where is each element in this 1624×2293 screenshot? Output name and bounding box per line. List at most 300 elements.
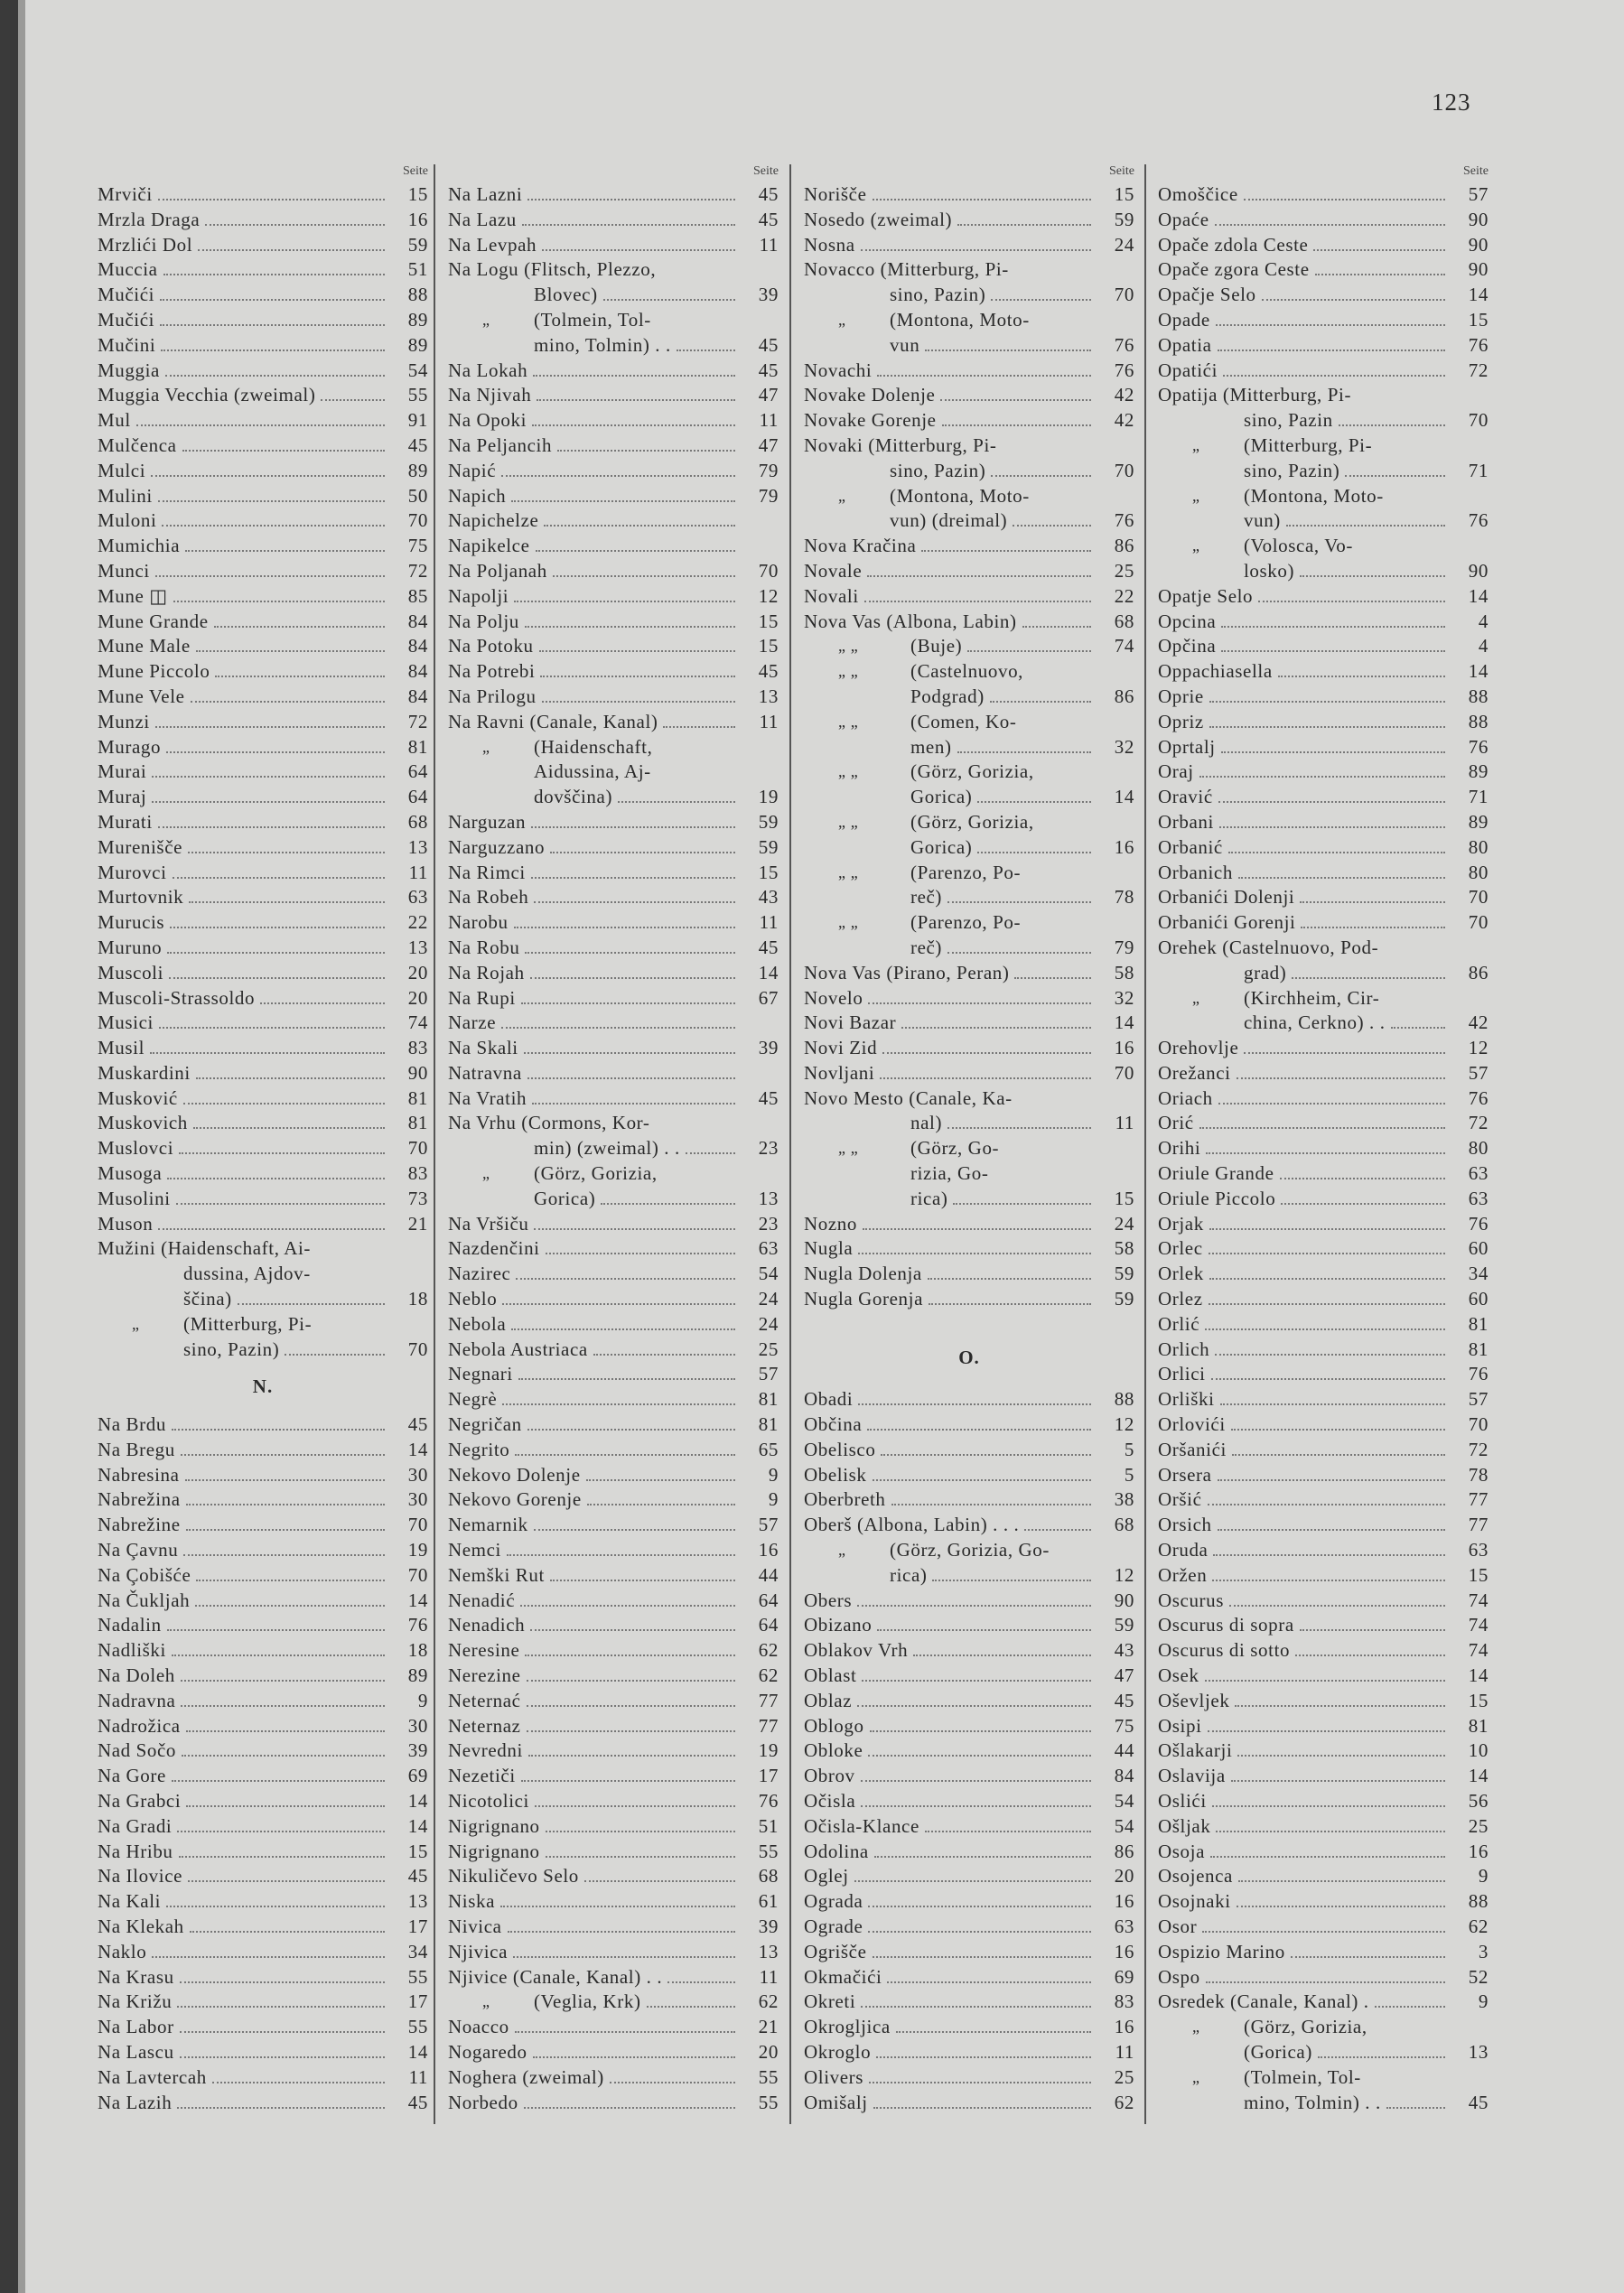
index-entry-continuation — [804, 835, 1134, 861]
entry-name: Gorica) — [910, 786, 973, 808]
page-reference: 21 — [407, 1212, 428, 1235]
entry-name: Gorica) — [910, 835, 973, 858]
entry-name: Novachi — [804, 359, 873, 381]
page-reference: 76 — [758, 1790, 779, 1812]
entry-name: (Görz, Gorizia, Go- — [890, 1539, 1050, 1561]
entry-name: Občina — [804, 1413, 863, 1436]
page-reference: 13 — [758, 1187, 779, 1209]
index-entry — [804, 986, 1134, 1011]
page-reference: 47 — [758, 384, 779, 406]
entry-name: Neternać — [448, 1689, 521, 1711]
page-reference: 4 — [1478, 635, 1489, 657]
page-reference: 62 — [758, 1664, 779, 1687]
page-reference: 39 — [407, 1739, 428, 1762]
entry-name: Mul — [98, 409, 131, 432]
entry-name: Nogaredo — [448, 2040, 527, 2063]
page-reference: 15 — [407, 183, 428, 205]
index-entry — [1158, 1061, 1489, 1086]
entry-name: Oberbreth — [804, 1488, 886, 1511]
page-reference: 77 — [1468, 1514, 1489, 1536]
page-reference: 17 — [758, 1765, 779, 1787]
entry-name: (Tolmein, Tol- — [534, 308, 651, 331]
index-column-3 — [804, 161, 1134, 2115]
index-entry — [448, 1463, 779, 1488]
index-entry — [98, 559, 428, 584]
dot-leader — [957, 751, 1091, 753]
dot-leader — [854, 1880, 1091, 1882]
entry-name: Opače zdola Ceste — [1158, 233, 1309, 256]
page-reference: 20 — [407, 961, 428, 983]
entry-name: Obers — [804, 1589, 853, 1611]
page-reference: 70 — [1468, 1413, 1489, 1436]
dot-leader — [1206, 1981, 1445, 1983]
entry-name: Munci — [98, 559, 150, 582]
entry-name: Orsich — [1158, 1514, 1212, 1536]
index-entry — [1158, 1438, 1489, 1463]
index-entry — [98, 1212, 428, 1237]
page-reference: 61 — [758, 1890, 779, 1913]
dot-leader — [540, 676, 735, 677]
index-entry — [1158, 1889, 1489, 1915]
index-entry-continuation — [1158, 508, 1489, 534]
page-reference: 16 — [1468, 1840, 1489, 1862]
page-reference: 14 — [1468, 584, 1489, 607]
index-entry-continuation — [804, 936, 1134, 961]
page-reference: 19 — [407, 1539, 428, 1561]
page-reference: 57 — [758, 1514, 779, 1536]
index-entry — [804, 233, 1134, 258]
page-reference: 81 — [758, 1413, 779, 1436]
index-entry — [448, 1061, 779, 1086]
page-reference: 59 — [1114, 1614, 1134, 1636]
page-reference: 15 — [1468, 1563, 1489, 1586]
entry-name: Nezetiči — [448, 1765, 516, 1787]
index-entry — [98, 1036, 428, 1061]
entry-name: Nabrežina — [98, 1488, 181, 1511]
column-divider — [1144, 164, 1146, 2124]
entry-name: Orehek (Castelnuovo, Pod- — [1158, 936, 1379, 958]
entry-name: Oblaz — [804, 1689, 853, 1711]
column-divider — [789, 164, 791, 2124]
dot-leader — [869, 2082, 1091, 2083]
index-entry-continuation — [448, 785, 779, 810]
index-entry-continuation — [804, 785, 1134, 810]
entry-name: Muskovich — [98, 1112, 188, 1134]
index-entry — [98, 785, 428, 810]
entry-name: Oscurus di sopra — [1158, 1614, 1294, 1636]
entry-name: rizia, Go- — [910, 1162, 989, 1185]
entry-name: Oriule Piccolo — [1158, 1187, 1276, 1209]
index-entry — [804, 257, 1134, 283]
entry-name: sino, Pazin) — [890, 284, 986, 306]
index-entry — [1158, 1412, 1489, 1438]
entry-name: (Castelnuovo, — [910, 660, 1024, 683]
page-reference: 76 — [1114, 333, 1134, 356]
index-entry-continuation — [804, 1111, 1134, 1136]
page-reference: 14 — [1468, 284, 1489, 306]
page-reference: 16 — [1114, 1890, 1134, 1913]
page-reference: 74 — [407, 1011, 428, 1034]
entry-name: Okrogljica — [804, 2016, 891, 2038]
dot-leader — [533, 375, 735, 377]
dot-leader — [1210, 1856, 1445, 1858]
index-entry — [1158, 1840, 1489, 1865]
entry-name: Orjak — [1158, 1212, 1204, 1235]
index-entry — [448, 1387, 779, 1412]
page-reference: 15 — [1114, 1187, 1134, 1209]
page-reference: 32 — [1114, 986, 1134, 1009]
entry-name: Novale — [804, 559, 863, 582]
column-header-seite: Seite — [1463, 164, 1489, 178]
entry-name: Na Çavnu — [98, 1539, 179, 1561]
index-entry — [98, 659, 428, 685]
index-entry — [98, 2091, 428, 2116]
dot-leader — [1391, 1027, 1445, 1029]
ditto-mark: „ — [838, 486, 846, 505]
page-reference: 51 — [407, 258, 428, 281]
entry-name: Na Rupi — [448, 986, 516, 1009]
index-entry-continuation — [1158, 459, 1489, 484]
index-entry — [448, 910, 779, 936]
dot-leader — [155, 575, 385, 577]
dot-leader — [677, 350, 735, 351]
dot-leader — [861, 249, 1091, 251]
index-entry — [804, 1236, 1134, 1262]
dot-leader — [507, 1554, 735, 1556]
page-reference: 88 — [1468, 710, 1489, 732]
index-entry — [98, 1563, 428, 1589]
entry-name: Ošljak — [1158, 1814, 1211, 1837]
index-entry — [98, 1312, 428, 1338]
page-reference: 44 — [1114, 1739, 1134, 1762]
page-reference: 86 — [1114, 1840, 1134, 1862]
column-header-seite: Seite — [1109, 164, 1134, 178]
index-entry — [448, 1212, 779, 1237]
dot-leader — [516, 1278, 735, 1280]
page-reference: 20 — [407, 986, 428, 1009]
entry-name: dussina, Ajdov- — [183, 1263, 311, 1285]
page-reference: 63 — [1468, 1539, 1489, 1561]
index-entry — [448, 433, 779, 459]
page-reference: 62 — [1114, 2091, 1134, 2113]
page-reference: 9 — [1478, 1865, 1489, 1888]
entry-name: (Gorica) — [1244, 2040, 1312, 2063]
page-reference: 90 — [407, 1061, 428, 1084]
entry-name: Na Polju — [448, 610, 519, 632]
index-entry — [448, 735, 779, 760]
dot-leader — [180, 2056, 385, 2058]
dot-leader — [1205, 1680, 1445, 1682]
dot-leader — [533, 2056, 735, 2058]
entry-name: Na Krasu — [98, 1965, 174, 1988]
page-reference: 11 — [759, 233, 779, 256]
entry-name: Murenišče — [98, 835, 183, 858]
entry-name: Nabrežine — [98, 1514, 181, 1536]
column-header-seite: Seite — [753, 164, 779, 178]
dot-leader — [1218, 1529, 1445, 1531]
dot-leader — [1228, 852, 1445, 853]
index-entry — [804, 861, 1134, 886]
page-reference: 11 — [759, 710, 779, 732]
dot-leader — [1280, 1178, 1446, 1179]
dot-leader — [587, 1504, 735, 1505]
entry-name: Opade — [1158, 308, 1210, 331]
index-entry — [448, 308, 779, 333]
page-reference: 15 — [1114, 183, 1134, 205]
dot-leader — [1208, 1730, 1445, 1732]
index-entry — [448, 986, 779, 1011]
index-entry — [98, 610, 428, 635]
entry-name: Nikuličevo Selo — [448, 1865, 579, 1888]
index-entry — [448, 359, 779, 384]
entry-name: Orlici — [1158, 1363, 1206, 1385]
page-reference: 45 — [758, 333, 779, 356]
index-entry — [448, 1589, 779, 1614]
page-reference: 88 — [1468, 1890, 1489, 1913]
entry-name: Nazirec — [448, 1263, 511, 1285]
page-reference: 76 — [1468, 509, 1489, 532]
index-entry-continuation — [448, 283, 779, 308]
page-reference: 11 — [759, 409, 779, 432]
dot-leader — [1199, 1127, 1445, 1129]
entry-name: Muloni — [98, 509, 157, 532]
entry-name: Osoja — [1158, 1840, 1205, 1862]
entry-name: Mune Piccolo — [98, 660, 210, 683]
index-entry — [98, 1187, 428, 1212]
index-entry-continuation — [98, 1262, 428, 1287]
entry-name: rica) — [890, 1563, 928, 1586]
dot-leader — [193, 1127, 385, 1129]
dot-leader — [531, 877, 735, 879]
entry-name: (Montona, Moto- — [890, 308, 1030, 331]
dot-leader — [188, 852, 385, 853]
entry-name: (Parenzo, Po- — [910, 911, 1022, 934]
index-entry — [804, 634, 1134, 659]
entry-name: sino, Pazin) — [890, 459, 986, 481]
page-reference: 59 — [1114, 1263, 1134, 1285]
index-entry — [448, 584, 779, 610]
index-entry — [448, 1513, 779, 1538]
entry-name: china, Cerkno) . . — [1244, 1011, 1386, 1034]
dot-leader — [527, 1680, 735, 1682]
dot-leader — [544, 525, 735, 527]
page-reference: 59 — [758, 835, 779, 858]
dot-leader — [534, 901, 735, 903]
page-reference: 71 — [1468, 459, 1489, 481]
index-entry — [98, 1789, 428, 1814]
ditto-mark: „ — [482, 1992, 490, 2011]
dot-leader — [1216, 1831, 1445, 1832]
entry-name: Nadliški — [98, 1639, 166, 1662]
index-entry — [804, 359, 1134, 384]
entry-name: Na Lascu — [98, 2040, 174, 2063]
dot-leader — [858, 1403, 1091, 1405]
page-reference: 20 — [758, 2040, 779, 2063]
index-entry — [804, 1412, 1134, 1438]
index-entry — [1158, 1864, 1489, 1889]
page-reference: 24 — [758, 1312, 779, 1335]
dot-leader — [196, 1077, 385, 1079]
dot-leader — [158, 1228, 385, 1230]
entry-name: Ograde — [804, 1915, 863, 1937]
dot-leader — [1221, 751, 1445, 753]
page-reference: 79 — [758, 484, 779, 507]
index-entry — [804, 1689, 1134, 1714]
index-entry — [1158, 1187, 1489, 1212]
ditto-mark: „ — [1192, 988, 1200, 1007]
page-reference: 42 — [1114, 409, 1134, 432]
ditto-mark: „ — [1192, 2067, 1200, 2086]
dot-leader — [163, 274, 385, 275]
dot-leader — [183, 1103, 385, 1105]
page-reference: 52 — [1468, 1965, 1489, 1988]
dot-leader — [165, 375, 385, 377]
page-reference: 50 — [407, 484, 428, 507]
page-reference: 18 — [407, 1639, 428, 1662]
index-column-2 — [448, 161, 779, 2115]
page-reference: 75 — [407, 535, 428, 557]
entry-name: Orić — [1158, 1112, 1194, 1134]
page-reference: 69 — [1114, 1965, 1134, 1988]
entry-name: Musković — [98, 1086, 178, 1109]
dot-leader — [189, 901, 385, 903]
page-reference: 59 — [1114, 208, 1134, 230]
index-entry — [804, 1086, 1134, 1112]
index-entry — [804, 1738, 1134, 1764]
dot-leader — [868, 1931, 1091, 1933]
page-reference: 11 — [759, 1965, 779, 1988]
page-reference: 70 — [758, 559, 779, 582]
page-reference: 42 — [1114, 384, 1134, 406]
entry-name: vun — [890, 333, 920, 356]
dot-leader — [182, 450, 385, 452]
entry-name: (Comen, Ko- — [910, 710, 1017, 732]
dot-leader — [537, 399, 735, 401]
index-entry — [804, 1664, 1134, 1689]
index-entry-continuation — [804, 1161, 1134, 1187]
dot-leader — [215, 676, 385, 677]
index-entry — [804, 2091, 1134, 2116]
dot-leader — [618, 801, 735, 803]
entry-name: Novi Bazar — [804, 1011, 897, 1034]
dot-leader — [181, 1454, 385, 1456]
page-reference: 69 — [407, 1765, 428, 1787]
dot-leader — [1278, 676, 1445, 677]
entry-name: Orlić — [1158, 1312, 1200, 1335]
entry-name: Novali — [804, 584, 859, 607]
dot-leader — [186, 1730, 385, 1732]
index-entry — [98, 1864, 428, 1889]
index-entry — [98, 1011, 428, 1036]
page-reference: 64 — [758, 1589, 779, 1611]
index-entry — [98, 910, 428, 936]
entry-name: Nova Vas (Albona, Labin) — [804, 610, 1017, 632]
page-reference: 56 — [1468, 1790, 1489, 1812]
page-reference: 89 — [407, 308, 428, 331]
index-entry — [448, 1840, 779, 1865]
index-entry — [804, 308, 1134, 333]
dot-leader — [191, 701, 385, 703]
entry-name: Okroglo — [804, 2040, 872, 2063]
entry-name: reč) — [910, 936, 943, 958]
index-entry — [448, 1487, 779, 1513]
index-entry — [98, 936, 428, 961]
dot-leader — [536, 550, 735, 552]
index-entry — [448, 2091, 779, 2116]
entry-name: Na Lazni — [448, 183, 523, 205]
entry-name: Okmačići — [804, 1965, 882, 1988]
index-entry — [804, 1538, 1134, 1563]
entry-name: Nova Kračina — [804, 535, 917, 557]
entry-name: Mučići — [98, 284, 155, 306]
index-entry-continuation — [804, 685, 1134, 710]
entry-name: Muggia Vecchia (zweimal) — [98, 384, 316, 406]
dot-leader — [518, 1378, 735, 1380]
index-entry — [98, 233, 428, 258]
dot-leader — [876, 2056, 1091, 2058]
entry-name: Mrzla Draga — [98, 208, 201, 230]
index-column-4 — [1158, 161, 1489, 2115]
page-reference: 81 — [1468, 1338, 1489, 1360]
dot-leader — [179, 1856, 385, 1858]
entry-name: Oršanići — [1158, 1438, 1227, 1460]
dot-leader — [1223, 375, 1445, 377]
entry-name: Na Ravni (Canale, Kanal) — [448, 710, 658, 732]
index-entry — [98, 835, 428, 861]
index-entry — [98, 961, 428, 986]
index-entry — [804, 1840, 1134, 1865]
page-reference: 77 — [758, 1714, 779, 1737]
page-reference: 70 — [407, 509, 428, 532]
entry-name: Neblo — [448, 1288, 498, 1310]
ditto-mark: „ — [1192, 536, 1200, 555]
page-reference: 22 — [407, 911, 428, 934]
dot-leader — [1024, 1529, 1091, 1531]
entry-name: Na Poljanah — [448, 559, 547, 582]
entry-name: Oprtalj — [1158, 735, 1216, 758]
entry-name: Orbanić — [1158, 835, 1223, 858]
entry-name: Muscoli — [98, 961, 164, 983]
index-entry — [804, 1513, 1134, 1538]
index-entry — [448, 1086, 779, 1112]
entry-name: Murucis — [98, 911, 165, 934]
dot-leader — [180, 2031, 385, 2033]
page-reference: 39 — [758, 1037, 779, 1059]
page-reference: 9 — [417, 1689, 428, 1711]
index-entry — [98, 1840, 428, 1865]
page-reference: 12 — [1114, 1563, 1134, 1586]
index-entry-continuation — [804, 459, 1134, 484]
index-entry — [98, 1463, 428, 1488]
page-reference: 57 — [1468, 1388, 1489, 1411]
ditto-mark: „ — [132, 1314, 140, 1333]
page-reference: 19 — [758, 786, 779, 808]
index-entry — [1158, 534, 1489, 559]
entry-name: Oravić — [1158, 786, 1213, 808]
dot-leader — [514, 601, 735, 602]
entry-name: Orsera — [1158, 1463, 1212, 1486]
page-reference: 14 — [407, 1814, 428, 1837]
entry-name: Na Potoku — [448, 635, 534, 657]
index-entry — [98, 484, 428, 509]
index-entry — [1158, 257, 1489, 283]
entry-name: Na Gore — [98, 1765, 166, 1787]
dot-leader — [152, 1956, 385, 1958]
entry-name: Norbedo — [448, 2091, 518, 2113]
page-reference: 60 — [1468, 1237, 1489, 1260]
dot-leader — [1215, 224, 1445, 226]
entry-name: Muruno — [98, 936, 163, 958]
